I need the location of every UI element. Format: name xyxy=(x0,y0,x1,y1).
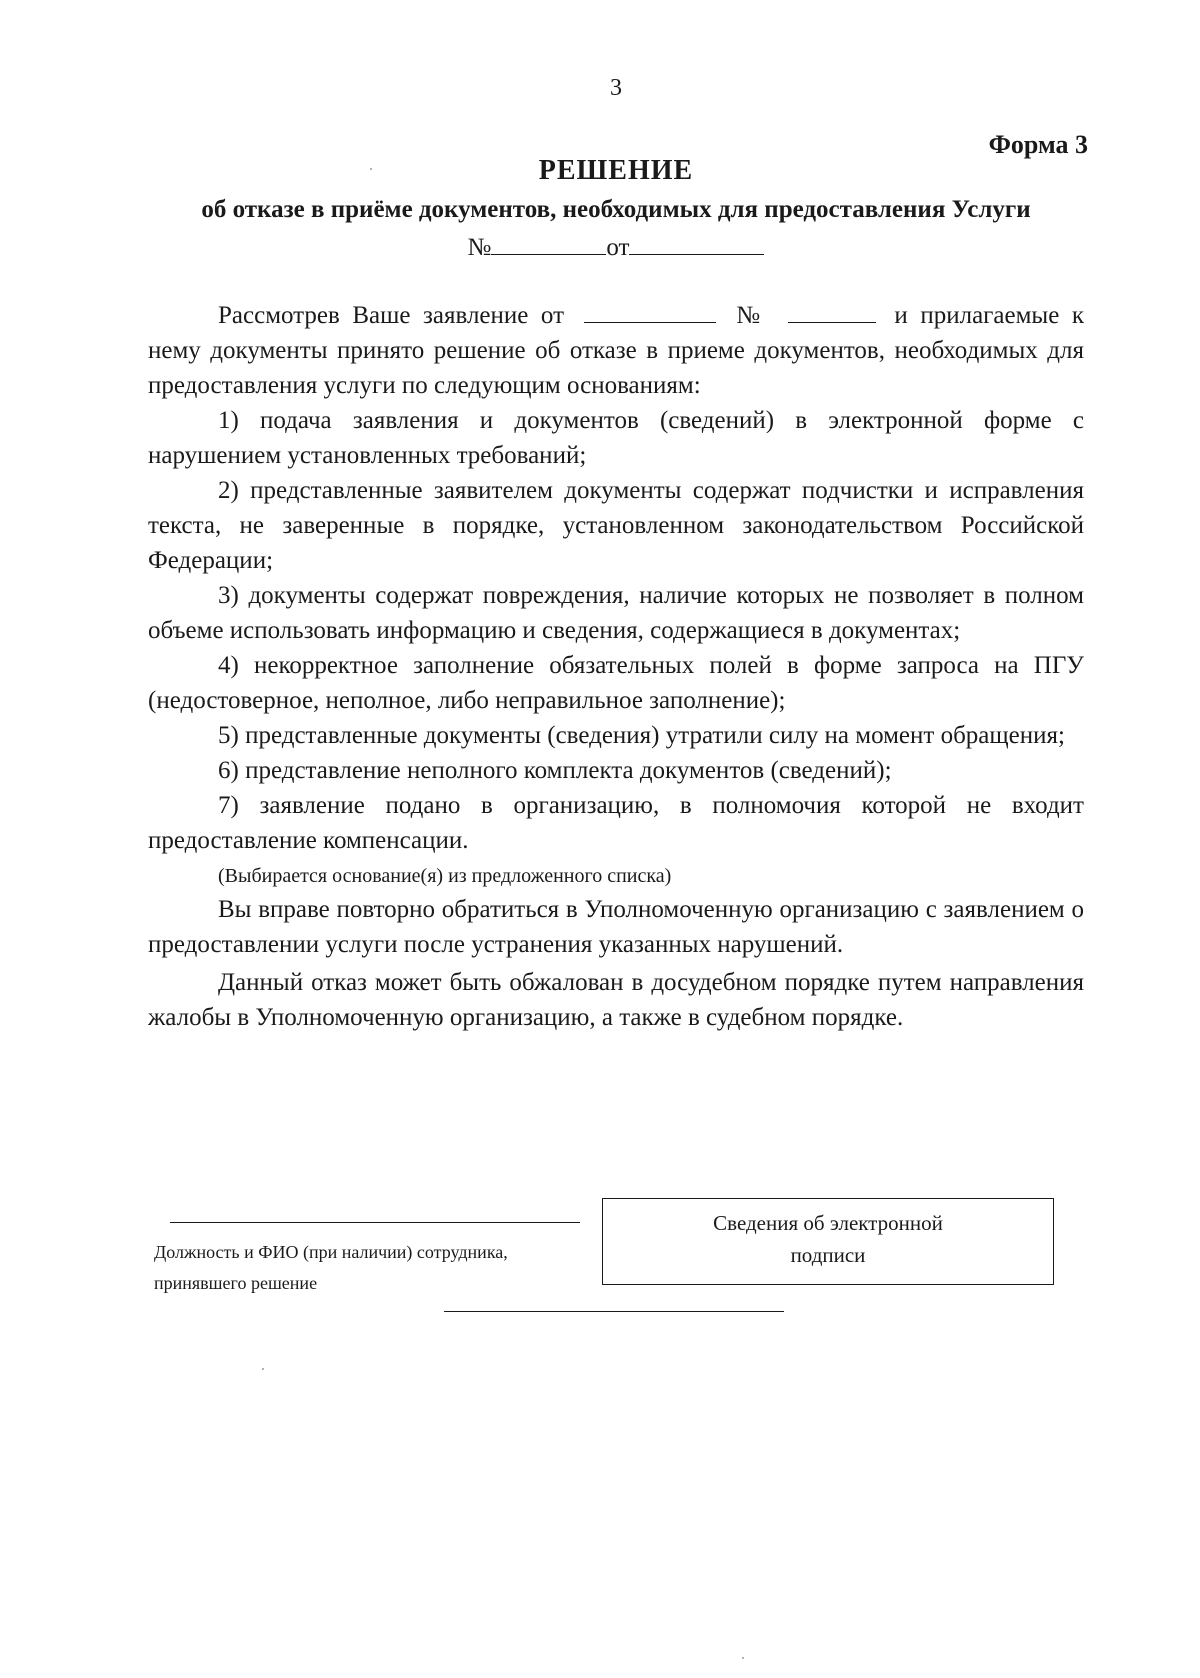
intro-number-sign: № xyxy=(730,302,767,329)
closing-rule xyxy=(444,1311,784,1312)
reason-item-7: 7) заявление подано в организацию, в полномочия которой не входит предоставление компенсации. xyxy=(148,792,1084,854)
reason-item-2: 2) представленные заявителем документы содержат подчистки и исправления текста, не заверенные в порядке, установленном законодательством Российской Федерации; xyxy=(148,477,1084,574)
document-subtitle: об отказе в приёме документов, необходимых для предоставления Услуги xyxy=(201,196,1031,223)
scan-speck xyxy=(742,1657,744,1659)
reason-item-1: 1) подача заявления и документов (сведений) в электронной форме с нарушением установленных требований; xyxy=(148,407,1084,469)
decision-date-blank xyxy=(629,232,764,255)
number-sign: № xyxy=(467,234,492,261)
document-body xyxy=(148,298,1084,1035)
decision-number-blank xyxy=(491,232,606,255)
page-number: 3 xyxy=(610,75,622,101)
signature-caption-line2: принявшего решение xyxy=(154,1273,318,1293)
reason-item-5: 5) представленные документы (сведения) утратили силу на момент обращения; xyxy=(218,722,1065,749)
signature-caption-line1: Должность и ФИО (при наличии) сотрудника, xyxy=(154,1242,508,1262)
reason-item-6: 6) представление неполного комплекта документов (сведений); xyxy=(218,757,892,784)
intro-text-part2: и прилагаемые к нему документы принято решение об отказе в приеме документов, необходимых для предоставления услуги по следующим основаниям: xyxy=(148,302,1084,399)
decision-number-line xyxy=(0,232,1200,262)
signature-caption xyxy=(154,1237,574,1299)
reason-item-3: 3) документы содержат повреждения, наличие которых не позволяет в полном объеме использовать информацию и сведения, содержащиеся в документах; xyxy=(148,582,1084,644)
appeal-paragraph: Данный отказ может быть обжалован в досудебном порядке путем направления жалобы в Уполномоченную организацию, а также в судебном порядке. xyxy=(148,969,1084,1031)
intro-text-part1: Рассмотрев Ваше заявление от xyxy=(218,302,564,329)
electronic-signature-box xyxy=(602,1198,1054,1285)
scan-speck xyxy=(262,1368,264,1370)
scan-speck xyxy=(370,168,372,170)
esig-label-line1: Сведения об электронной xyxy=(713,1211,943,1235)
from-word: от xyxy=(606,234,630,261)
reason-item-4: 4) некорректное заполнение обязательных полей в форме запроса на ПГУ (недостоверное, неполное, либо неправильное заполнение); xyxy=(148,652,1084,714)
application-number-blank xyxy=(788,300,876,323)
document-title: РЕШЕНИЕ xyxy=(538,155,694,186)
application-date-blank xyxy=(584,300,716,323)
intro-paragraph xyxy=(148,298,1084,403)
form-label: Форма 3 xyxy=(988,130,1088,159)
signature-line xyxy=(170,1222,580,1223)
selection-note: (Выбирается основание(я) из предложенного списка) xyxy=(218,865,672,887)
esig-label-line2: подписи xyxy=(790,1243,866,1267)
reapply-paragraph: Вы вправе повторно обратиться в Уполномоченную организацию с заявлением о предоставлении услуги после устранения указанных нарушений. xyxy=(148,896,1084,958)
